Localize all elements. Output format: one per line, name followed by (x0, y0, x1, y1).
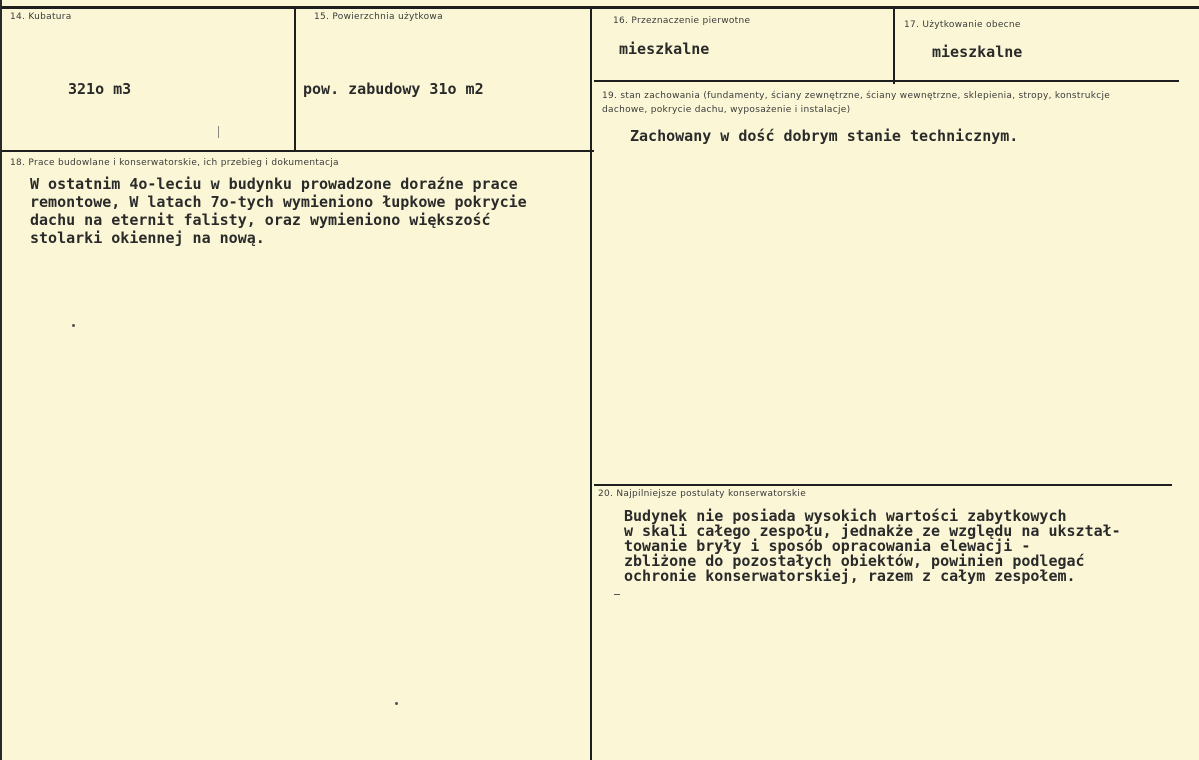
scan-speck (218, 126, 219, 138)
field-15-value: pow. zabudowy 31o m2 (303, 80, 484, 98)
field-16-label: 16. Przeznaczenie pierwotne (613, 16, 751, 26)
field-19-label: 19. stan zachowania (fundamenty, ściany zewnętrzne, ściany wewnętrzne, sklepienia, stropy, konstrukcje dachowe, pokrycie dachu, wyposażenie i instalacje) (602, 91, 1111, 115)
top-border (2, 6, 1199, 9)
field-14-value: 321o m3 (68, 80, 132, 98)
field-15-label: 15. Powierzchnia użytkowa (314, 12, 443, 22)
divider-row1-right (594, 80, 1179, 82)
field-17-label: 17. Użytkowanie obecne (904, 20, 1021, 30)
divider-14-15 (294, 6, 296, 152)
scan-speck (395, 702, 398, 705)
divider-16-17 (893, 6, 895, 84)
field-18-label: 18. Prace budowlane i konserwatorskie, ich przebieg i dokumentacja (10, 158, 339, 168)
field-19-text: Zachowany w dość dobrym stanie technicznym. (630, 127, 1019, 145)
scan-speck (614, 594, 620, 595)
field-18-text: W ostatnim 4o-leciu w budynku prowadzone doraźne prace remontowe, W latach 7o-tych wymieniono łupkowe pokrycie dachu na eternit falisty, oraz wymieniono większość stolarki okiennej na nową. (30, 175, 527, 247)
scan-speck (72, 324, 75, 327)
field-20-label: 20. Najpilniejsze postulaty konserwatorskie (598, 489, 807, 499)
field-16-value: mieszkalne (619, 40, 710, 58)
field-14-label: 14. Kubatura (10, 12, 72, 22)
field-17-value: mieszkalne (932, 43, 1023, 61)
field-20-text: Budynek nie posiada wysokich wartości zabytkowych w skali całego zespołu, jednakże ze względu na ukształ- towanie bryły i sposób opracowania elewacji - zbliżone do pozostałych obiektów, powinien podlegać ochronie konserwatorskiej, razem z całym zespołem. (624, 507, 1121, 585)
divider-center (590, 6, 592, 760)
divider-19-20 (594, 484, 1172, 486)
divider-row1-left (2, 150, 594, 152)
